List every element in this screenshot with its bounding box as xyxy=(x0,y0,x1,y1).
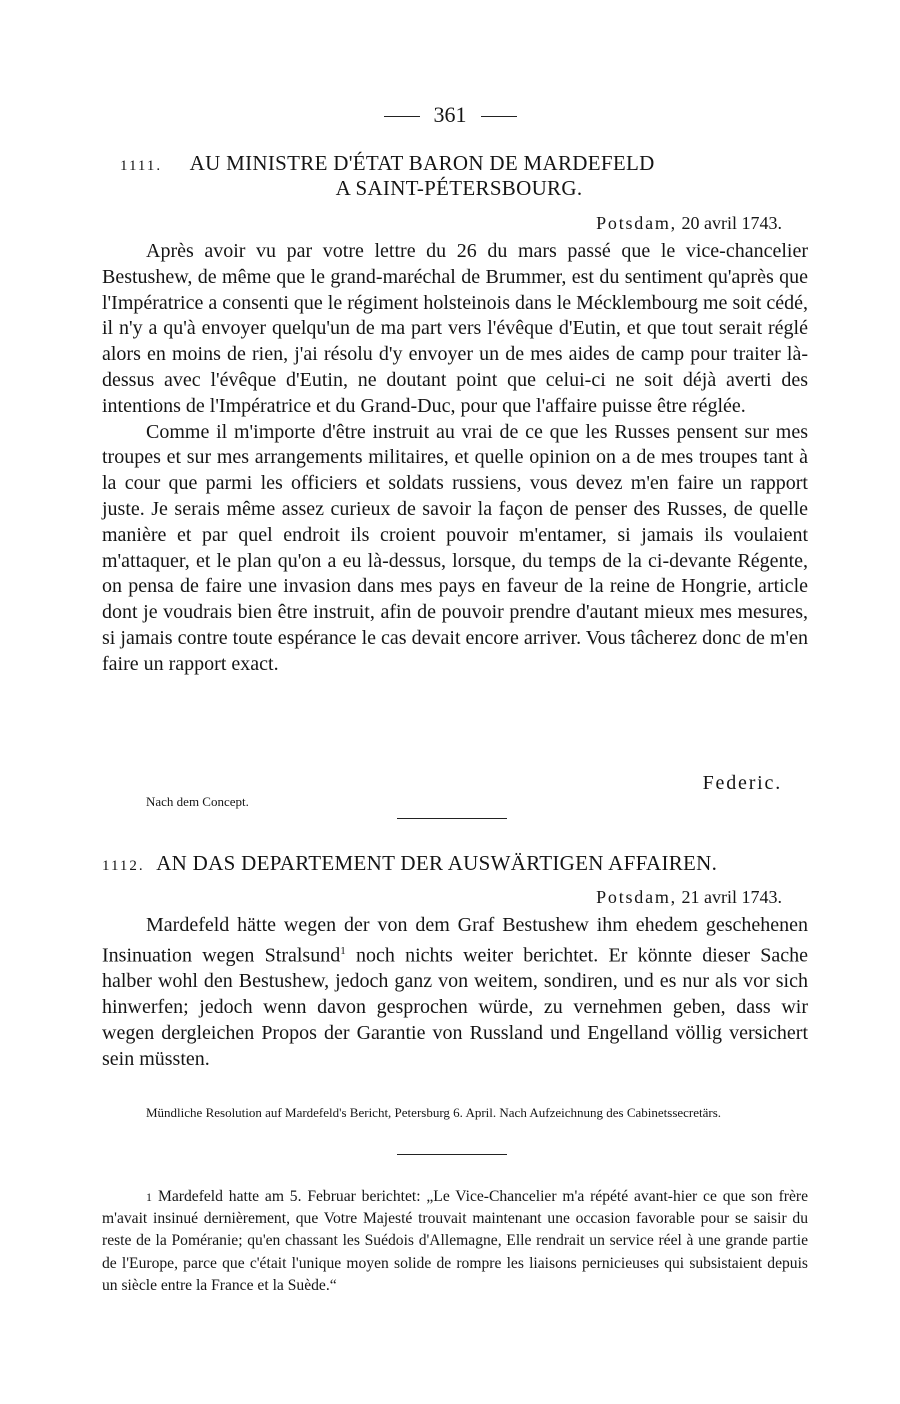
letter2-place: Potsdam, xyxy=(596,887,677,907)
footnote-text: Mardefeld hatte am 5. Februar berichtet: „Le Vice-Chancelier m'a répété avant-hier ce que son frère m'avait insinué dernièrement, que Votre Majesté trouvait maintenant une occasion favorable pour se saisir du reste de la Poméranie; qu'en chassant les Suédois d'Allemagne, Elle rendrait un service réel à une grande partie de l'Europe, parce que c'était l'unique moyen solide de rompre les liaisons pernicieuses qui subsistaient depuis un siècle entre la France et la Suède.“ xyxy=(102,1188,808,1294)
letter2-source: Mündliche Resolution auf Mardefeld's Bericht, Petersburg 6. April. Nach Aufzeichnung des Cabinetssecretärs. xyxy=(146,1105,722,1120)
footnote xyxy=(102,1186,808,1297)
letter2-heading xyxy=(102,851,812,876)
page-number-dash-right xyxy=(481,116,517,117)
footnote-reference: 1 xyxy=(340,944,346,957)
section-separator xyxy=(397,818,507,819)
letter1-number: 1111. xyxy=(120,158,163,174)
letter1-heading xyxy=(120,151,810,176)
letter2-paragraph1-text: Mardefeld hätte wegen der von dem Graf Bestushew ihm ehedem geschehenen Insinuation wegen Stralsund xyxy=(102,914,808,967)
letter1-source: Nach dem Concept. xyxy=(146,794,249,809)
letter2-body xyxy=(102,913,808,1072)
letter2-dateline xyxy=(596,887,782,908)
footnote-mark: 1 xyxy=(146,1190,152,1204)
letter2-date: 21 avril 1743. xyxy=(681,887,782,907)
letter1-place: Potsdam, xyxy=(596,213,677,233)
letter1-title-line2: A SAINT-PÉTERSBOURG. xyxy=(335,176,583,200)
page-number-text: 361 xyxy=(433,102,467,127)
letter1-date: 20 avril 1743. xyxy=(681,213,782,233)
letter2-title: AN DAS DEPARTEMENT DER AUSWÄRTIGEN AFFAIREN. xyxy=(156,851,718,875)
letter1-signature: Federic. xyxy=(702,772,782,794)
page-number-dash-left xyxy=(384,116,420,117)
footnote-paragraph xyxy=(102,1186,808,1297)
letter1-body xyxy=(102,239,808,678)
letter1-paragraph2: Comme il m'importe d'être instruit au vrai de ce que les Russes pensent sur mes troupes et sur mes arrangements militaires, et quelle opinion on a de mes troupes tant à la cour que parmi les officiers et soldats russiens, vous devez m'en faire un rapport juste. Je serais même assez curieux de savoir la façon de penser des Russes, de quelle manière et par quel endroit ils croient pouvoir m'entamer, si jamais ils voulaient m'attaquer, et le plan qu'on a eu là-dessus, lorsque, du temps de la ci-devante Régente, on pensa de faire une invasion dans mes pays en faveur de la reine de Hongrie, article dont je voudrais bien être instruit, afin de pouvoir prendre d'autant mieux mes mesures, si jamais contre toute espérance le cas devait encore arriver. Vous tâcherez donc de m'en faire un rapport exact. xyxy=(102,420,808,675)
letter1-paragraph1: Après avoir vu par votre lettre du 26 du mars passé que le vice-chancelier Bestushew, de même que le grand-maréchal de Brummer, est du sentiment qu'après que l'Impératrice a consenti que le régiment holsteinois dans le Mécklembourg me soit cédé, il n'y a qu'à envoyer quelqu'un de ma part vers l'évêque d'Eutin, et que tout serait réglé alors en moins de rien, j'ai résolu d'y envoyer un de mes aides de camp pour traiter là-dessus avec l'évêque d'Eutin, ne doutant point que celui-ci ne soit déjà averti des intentions de l'Impératrice et du Grand-Duc, pour que l'affaire puisse être réglée. xyxy=(102,240,808,417)
letter1-title-line1: AU MINISTRE D'ÉTAT BARON DE MARDEFELD xyxy=(189,151,655,175)
letter2-paragraph1-rest: noch nichts weiter berichtet. Er könnte dieser Sache halber wohl den Bestushew, jedoch ganz von weitem, sondiren, und es nur als vor sich hinwerfen; jedoch wenn davon gesprochen würde, zu vernehmen geben, dass wir wegen dergleichen Propos der Garantie von Russland und Engelland völlig versichert sein müssten. xyxy=(102,944,808,1070)
letter2-number: 1112. xyxy=(102,858,145,874)
letter2-paragraph1 xyxy=(102,913,808,1072)
letter1-dateline xyxy=(596,213,782,234)
page-number xyxy=(0,102,900,128)
footnote-separator xyxy=(397,1154,507,1155)
